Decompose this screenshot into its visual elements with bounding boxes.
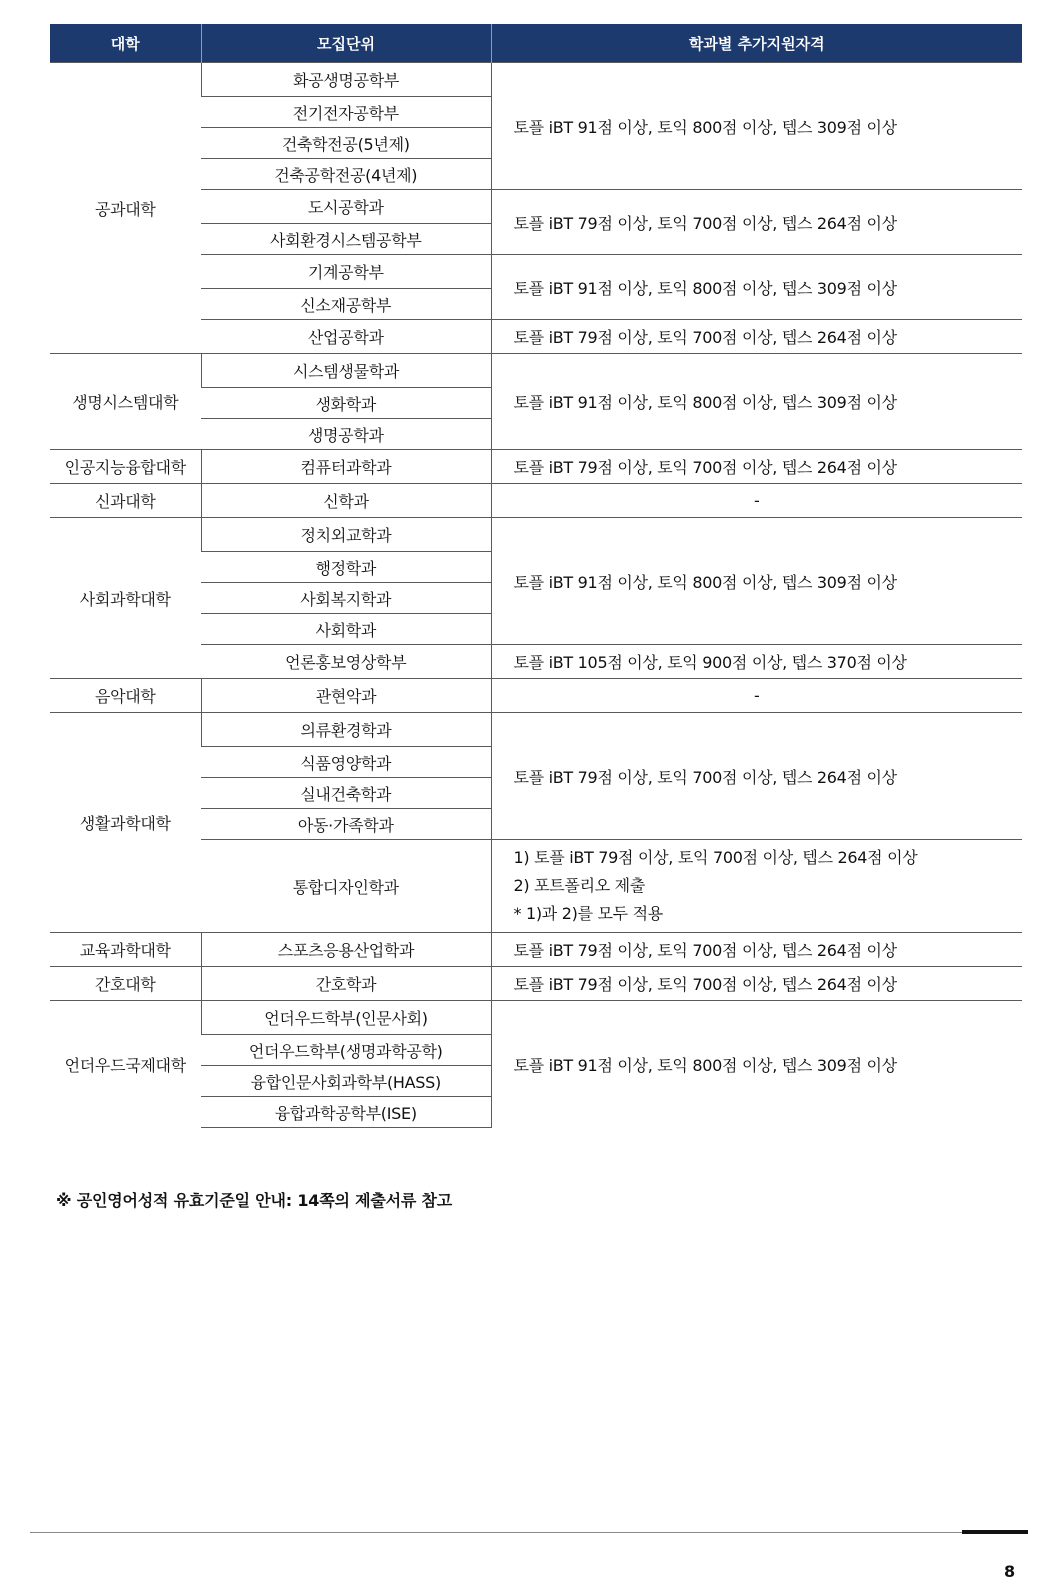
footer-accent-bar xyxy=(962,1530,1028,1534)
table-row xyxy=(50,933,1022,967)
unit-cell: 언론홍보영상학부 xyxy=(201,645,491,679)
college-cell: 음악대학 xyxy=(50,679,201,713)
table-row xyxy=(50,679,1022,713)
unit-cell: 컴퓨터과학과 xyxy=(201,450,491,484)
unit-cell: 산업공학과 xyxy=(201,320,491,354)
requirement-cell: 토플 iBT 79점 이상, 토익 700점 이상, 텝스 264점 이상 xyxy=(491,713,1022,840)
unit-cell: 실내건축학과 xyxy=(201,778,491,809)
unit-cell: 행정학과 xyxy=(201,552,491,583)
unit-cell: 전기전자공학부 xyxy=(201,97,491,128)
college-cell: 공과대학 xyxy=(50,63,201,354)
admission-requirements-table xyxy=(50,24,1022,1128)
unit-cell: 아동·가족학과 xyxy=(201,809,491,840)
unit-cell: 식품영양학과 xyxy=(201,747,491,778)
unit-cell: 생화학과 xyxy=(201,388,491,419)
requirement-cell: 토플 iBT 91점 이상, 토익 800점 이상, 텝스 309점 이상 xyxy=(491,354,1022,450)
table-header-row xyxy=(50,24,1022,63)
table-row xyxy=(50,63,1022,97)
college-cell: 생활과학대학 xyxy=(50,713,201,933)
table-row xyxy=(50,354,1022,388)
requirement-cell: 토플 iBT 79점 이상, 토익 700점 이상, 텝스 264점 이상 xyxy=(491,933,1022,967)
requirement-cell: 토플 iBT 91점 이상, 토익 800점 이상, 텝스 309점 이상 xyxy=(491,255,1022,320)
college-cell: 인공지능융합대학 xyxy=(50,450,201,484)
unit-cell: 통합디자인학과 xyxy=(201,840,491,933)
header-college: 대학 xyxy=(50,24,201,63)
unit-cell: 사회복지학과 xyxy=(201,583,491,614)
validity-note: ※ 공인영어성적 유효기준일 안내: 14쪽의 제출서류 참고 xyxy=(56,1191,453,1210)
unit-cell: 융합인문사회과학부(HASS) xyxy=(201,1066,491,1097)
requirement-cell: 토플 iBT 105점 이상, 토익 900점 이상, 텝스 370점 이상 xyxy=(491,645,1022,679)
requirement-cell: 토플 iBT 91점 이상, 토익 800점 이상, 텝스 309점 이상 xyxy=(491,518,1022,645)
requirement-cell: 토플 iBT 79점 이상, 토익 700점 이상, 텝스 264점 이상 xyxy=(491,967,1022,1001)
requirement-cell: - xyxy=(491,484,1022,518)
unit-cell: 건축학전공(5년제) xyxy=(201,128,491,159)
unit-cell: 생명공학과 xyxy=(201,419,491,450)
unit-cell: 신학과 xyxy=(201,484,491,518)
unit-cell: 기계공학부 xyxy=(201,255,491,289)
requirement-cell: 토플 iBT 91점 이상, 토익 800점 이상, 텝스 309점 이상 xyxy=(491,63,1022,190)
college-cell: 교육과학대학 xyxy=(50,933,201,967)
page-number: 8 xyxy=(1004,1562,1016,1581)
unit-cell: 시스템생물학과 xyxy=(201,354,491,388)
unit-cell: 관현악과 xyxy=(201,679,491,713)
unit-cell: 정치외교학과 xyxy=(201,518,491,552)
requirement-cell: 토플 iBT 79점 이상, 토익 700점 이상, 텝스 264점 이상 xyxy=(491,450,1022,484)
requirement-cell: 토플 iBT 79점 이상, 토익 700점 이상, 텝스 264점 이상 xyxy=(491,320,1022,354)
unit-cell: 사회학과 xyxy=(201,614,491,645)
unit-cell: 간호학과 xyxy=(201,967,491,1001)
table-row xyxy=(50,1001,1022,1035)
college-cell: 신과대학 xyxy=(50,484,201,518)
header-requirement: 학과별 추가지원자격 xyxy=(491,24,1022,63)
unit-cell: 도시공학과 xyxy=(201,190,491,224)
requirement-line: 2) 포트폴리오 제출 xyxy=(513,876,645,895)
college-cell: 언더우드국제대학 xyxy=(50,1001,201,1128)
requirement-cell: 토플 iBT 79점 이상, 토익 700점 이상, 텝스 264점 이상 xyxy=(491,190,1022,255)
requirement-line: 1) 토플 iBT 79점 이상, 토익 700점 이상, 텝스 264점 이상 xyxy=(513,848,918,867)
unit-cell: 융합과학공학부(ISE) xyxy=(201,1097,491,1128)
table-row xyxy=(50,484,1022,518)
footer-divider xyxy=(30,1532,1028,1533)
table-row xyxy=(50,518,1022,552)
requirement-cell: - xyxy=(491,679,1022,713)
requirement-cell xyxy=(491,840,1022,933)
header-unit: 모집단위 xyxy=(201,24,491,63)
unit-cell: 언더우드학부(생명과학공학) xyxy=(201,1035,491,1066)
unit-cell: 언더우드학부(인문사회) xyxy=(201,1001,491,1035)
unit-cell: 건축공학전공(4년제) xyxy=(201,159,491,190)
college-cell: 생명시스템대학 xyxy=(50,354,201,450)
table-row xyxy=(50,967,1022,1001)
unit-cell: 화공생명공학부 xyxy=(201,63,491,97)
unit-cell: 신소재공학부 xyxy=(201,289,491,320)
college-cell: 사회과학대학 xyxy=(50,518,201,679)
unit-cell: 스포츠응용산업학과 xyxy=(201,933,491,967)
requirement-line: * 1)과 2)를 모두 적용 xyxy=(513,904,663,923)
unit-cell: 의류환경학과 xyxy=(201,713,491,747)
unit-cell: 사회환경시스템공학부 xyxy=(201,224,491,255)
requirement-cell: 토플 iBT 91점 이상, 토익 800점 이상, 텝스 309점 이상 xyxy=(491,1001,1022,1128)
table-row xyxy=(50,450,1022,484)
table-row xyxy=(50,713,1022,747)
college-cell: 간호대학 xyxy=(50,967,201,1001)
